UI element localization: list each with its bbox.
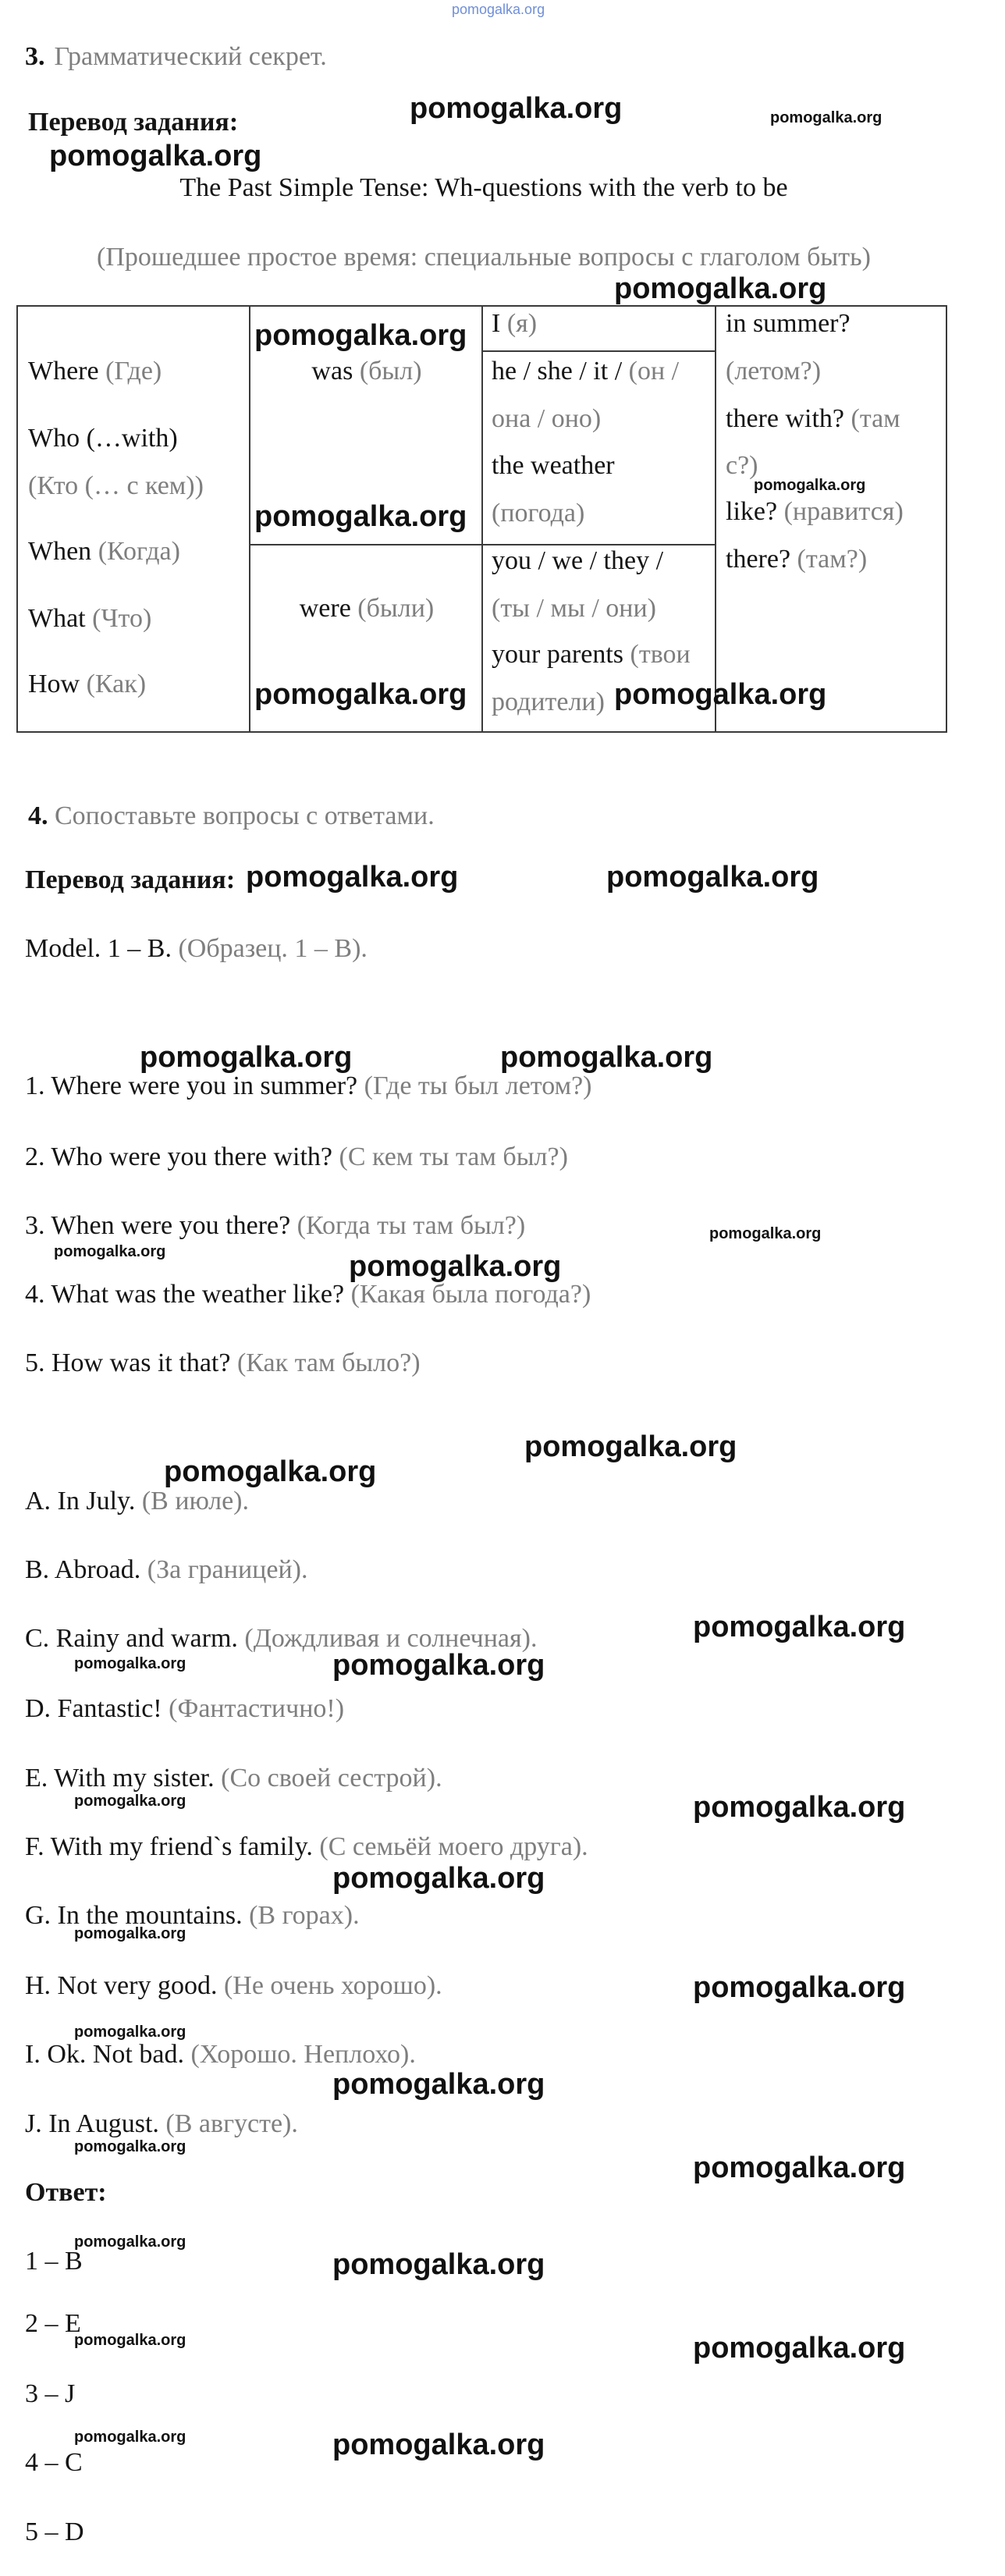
watermark: pomogalka.org: [74, 2138, 186, 2155]
section4-header: [28, 801, 435, 832]
section4-translation-label: Перевод задания:: [25, 865, 236, 894]
answer-option: H. Not very good. (Не очень хорошо).: [25, 1971, 442, 2000]
answer-option: G. In the mountains. (В горах).: [25, 1901, 360, 1930]
table-cell-question-word: Who (…with): [28, 424, 178, 453]
watermark: pomogalka.org: [693, 1611, 906, 1643]
question-item: 1. Where were you in summer? (Где ты был летом?): [25, 1071, 592, 1100]
watermark: pomogalka.org: [254, 319, 467, 352]
table-cell-ending: с?): [726, 451, 758, 480]
table-cell-subject: (погода): [492, 499, 585, 528]
answer-match: 2 – E: [25, 2309, 81, 2338]
answer-option: D. Fantastic! (Фантастично!): [25, 1694, 345, 1723]
section3-title: Грамматический секрет.: [54, 42, 327, 71]
table-cell-verb-was: was (был): [311, 357, 422, 386]
question-item: 4. What was the weather like? (Какая была погода?): [25, 1280, 591, 1309]
answer-match: 1 – B: [25, 2247, 83, 2276]
watermark: pomogalka.org: [410, 92, 623, 125]
watermark: pomogalka.org: [332, 1649, 545, 1682]
watermark: pomogalka.org: [74, 2233, 186, 2251]
watermark: pomogalka.org: [693, 2151, 906, 2184]
table-cell-question-word: How (Как): [28, 670, 147, 698]
watermark: pomogalka.org: [693, 1971, 906, 2004]
section3-heading: The Past Simple Tense: Wh-questions with the verb to be: [179, 173, 788, 202]
watermark: pomogalka.org: [693, 1791, 906, 1824]
watermark: pomogalka.org: [770, 109, 882, 126]
question-item: 5. How was it that? (Как там было?): [25, 1348, 421, 1377]
question-item: 2. Who were you there with? (С кем ты там был?): [25, 1142, 568, 1171]
table-cell-subject: he / she / it / (он /: [492, 357, 680, 386]
watermark: pomogalka.org: [709, 1225, 822, 1242]
table-cell-verb-were: were (были): [299, 594, 435, 623]
watermark: pomogalka.org: [606, 861, 819, 894]
answer-label: Ответ:: [25, 2178, 107, 2207]
section3-translation-label: Перевод задания:: [28, 108, 239, 137]
question-item: 3. When were you there? (Когда ты там был?): [25, 1211, 526, 1240]
model-example: Model. 1 – B. (Образец. 1 – B).: [25, 934, 368, 963]
table-cell-subject: your parents (твои: [492, 640, 691, 669]
section3-header: [25, 41, 327, 73]
answer-option: I. Ok. Not bad. (Хорошо. Неплохо).: [25, 2040, 416, 2069]
watermark: pomogalka.org: [54, 1243, 166, 1260]
watermark-top: pomogalka.org: [452, 2, 545, 17]
section3-heading-translation: (Прошедшее простое время: специальные вопросы с глаголом быть): [97, 243, 871, 272]
answer-option: J. In August. (В августе).: [25, 2109, 298, 2138]
table-cell-ending: there with? (там: [726, 404, 900, 433]
answer-option: F. With my friend`s family. (С семьёй моего друга).: [25, 1832, 588, 1861]
table-cell-question-word: (Кто (… с кем)): [28, 471, 204, 500]
watermark: pomogalka.org: [754, 477, 866, 494]
table-cell-ending: (летом?): [726, 357, 822, 386]
table-cell-question-word: What (Что): [28, 604, 152, 633]
watermark: pomogalka.org: [254, 500, 467, 533]
watermark: pomogalka.org: [332, 2248, 545, 2281]
answer-match: 4 – C: [25, 2448, 83, 2477]
table-row-divider: [481, 350, 716, 352]
section3-number: 3.: [25, 42, 45, 71]
table-cell-subject: она / оно): [492, 404, 602, 433]
section4-title: Сопоставьте вопросы с ответами.: [55, 801, 435, 830]
table-cell-ending: like? (нравится): [726, 497, 904, 526]
watermark: pomogalka.org: [74, 1925, 186, 1942]
table-cell-subject: you / we / they /: [492, 546, 664, 575]
table-cell-ending: there? (там?): [726, 545, 868, 574]
watermark: pomogalka.org: [74, 2023, 186, 2041]
table-column-divider: [715, 307, 716, 731]
watermark: pomogalka.org: [49, 140, 262, 172]
watermark: pomogalka.org: [332, 1862, 545, 1895]
watermark: pomogalka.org: [74, 1793, 186, 1810]
watermark: pomogalka.org: [74, 2429, 186, 2446]
answer-option: A. In July. (В июле).: [25, 1487, 249, 1515]
table-cell-subject: the weather: [492, 451, 615, 480]
answer-match: 5 – D: [25, 2517, 84, 2546]
watermark: pomogalka.org: [500, 1041, 713, 1074]
table-cell-ending: in summer?: [726, 309, 851, 338]
watermark: pomogalka.org: [693, 2332, 906, 2365]
watermark: pomogalka.org: [614, 272, 827, 305]
answer-option: C. Rainy and warm. (Дождливая и солнечная).: [25, 1624, 538, 1653]
answer-option: E. With my sister. (Со своей сестрой).: [25, 1764, 442, 1793]
table-cell-subject: (ты / мы / они): [492, 594, 656, 623]
grammar-table: [16, 305, 947, 733]
watermark: pomogalka.org: [164, 1455, 377, 1488]
watermark: pomogalka.org: [74, 2332, 186, 2349]
watermark: pomogalka.org: [349, 1250, 562, 1283]
watermark: pomogalka.org: [524, 1430, 737, 1463]
table-cell-question-word: Where (Где): [28, 357, 162, 386]
watermark: pomogalka.org: [332, 2429, 545, 2461]
watermark: pomogalka.org: [332, 2068, 545, 2101]
watermark: pomogalka.org: [246, 861, 459, 894]
watermark: pomogalka.org: [74, 1655, 186, 1672]
watermark: pomogalka.org: [140, 1041, 353, 1074]
watermark: pomogalka.org: [614, 678, 827, 711]
table-cell-subject: родители): [492, 688, 605, 716]
table-cell-question-word: When (Когда): [28, 537, 180, 566]
answer-match: 3 – J: [25, 2379, 76, 2408]
table-cell-subject: I (я): [492, 309, 538, 338]
watermark: pomogalka.org: [254, 678, 467, 711]
section4-number: 4.: [28, 801, 48, 830]
answer-option: B. Abroad. (За границей).: [25, 1555, 308, 1584]
